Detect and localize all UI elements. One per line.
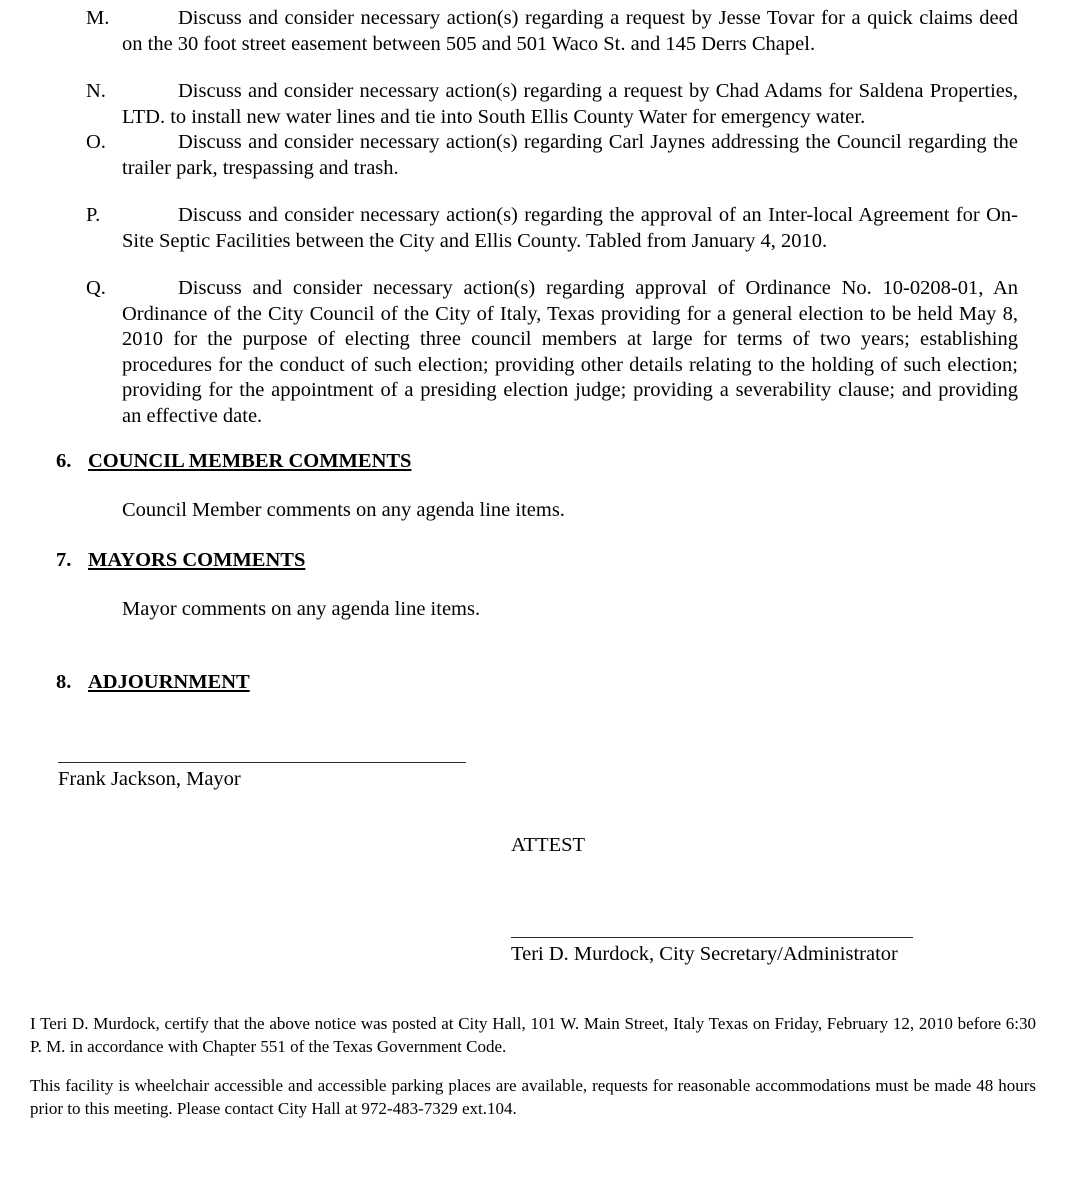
- section-heading-mayors-comments: [0, 547, 1066, 573]
- agenda-item-o-text: Discuss and consider necessary action(s) regarding Carl Jaynes addressing the Council regarding the trailer park, trespassing and trash.: [122, 131, 1018, 179]
- spacer: [0, 622, 1066, 669]
- section-title: ADJOURNMENT: [88, 671, 250, 693]
- agenda-item-q-text: Discuss and consider necessary action(s) regarding approval of Ordinance No. 10-0208-01, An Ordinance of the City Council of the City of Italy, Texas providing for a general election to be held May 8, 2010 for the purpose of electing three council members at large for terms of two years; establishing procedures for the conduct of such election; providing other details relating to the holding of such election; providing for the appointment of a presiding election judge; providing a severability clause; and providing an effective date.: [122, 277, 1018, 427]
- secretary-signature-label: Teri D. Murdock, City Secretary/Administrator: [511, 943, 898, 965]
- mayor-signature-label: Frank Jackson, Mayor: [58, 768, 241, 790]
- spacer: [0, 474, 1066, 498]
- section-title: COUNCIL MEMBER COMMENTS: [88, 450, 412, 472]
- agenda-item-m-letter: M.: [86, 7, 110, 29]
- agenda-item-p: [0, 203, 1066, 254]
- section-number: 7.: [56, 548, 72, 571]
- section-heading-adjournment: [0, 669, 1066, 695]
- spacer: [0, 57, 1066, 79]
- section-body-council-member-comments: Council Member comments on any agenda line items.: [122, 499, 565, 521]
- agenda-item-p-text: Discuss and consider necessary action(s) regarding the approval of an Inter-local Agreement for On-Site Septic Facilities between the City and Ellis County. Tabled from January 4, 2010.: [122, 204, 1018, 252]
- section-number: 6.: [56, 450, 72, 472]
- section-number: 8.: [56, 671, 72, 693]
- agenda-item-n: [0, 79, 1066, 130]
- agenda-item-p-letter: P.: [86, 204, 101, 226]
- agenda-item-o: [0, 130, 1066, 181]
- section-title: MAYORS COMMENTS: [88, 548, 306, 571]
- agenda-item-q-letter: Q.: [86, 277, 106, 299]
- posting-certification-note: I Teri D. Murdock, certify that the above notice was posted at City Hall, 101 W. Main Street, Italy Texas on Friday, February 12, 2010 before 6:30 P. M. in accordance with Chapter 551 of the Texas Government Code.: [30, 1014, 1036, 1056]
- mayor-signature-block: [58, 762, 466, 792]
- agenda-item-n-text: Discuss and consider necessary action(s) regarding a request by Chad Adams for Saldena Properties, LTD. to install new water lines and tie into South Ellis County Water for emergency water.: [122, 80, 1018, 128]
- spacer: [0, 573, 1066, 597]
- section-body-mayors-comments: Mayor comments on any agenda line items.: [122, 597, 481, 620]
- secretary-signature-block: [511, 937, 913, 967]
- agenda-item-n-letter: N.: [86, 80, 106, 102]
- spacer: [0, 254, 1066, 276]
- agenda-item-m-text: Discuss and consider necessary action(s) regarding a request by Jesse Tovar for a quick claims deed on the 30 foot street easement between 505 and 501 Waco St. and 145 Derrs Chapel.: [122, 7, 1018, 55]
- spacer: [0, 429, 1066, 448]
- section-heading-council-member-comments: [0, 448, 1066, 474]
- agenda-item-q: [0, 276, 1066, 429]
- spacer: [0, 524, 1066, 547]
- accessibility-note: This facility is wheelchair accessible and accessible parking places are available, requests for reasonable accommodations must be made 48 hours prior to this meeting. Please contact City Hall at 972-483-7329 ext.104.: [30, 1076, 1036, 1118]
- spacer: [0, 181, 1066, 203]
- agenda-item-o-letter: O.: [86, 131, 106, 153]
- agenda-item-m: [0, 6, 1066, 57]
- attest-label: ATTEST: [511, 834, 586, 856]
